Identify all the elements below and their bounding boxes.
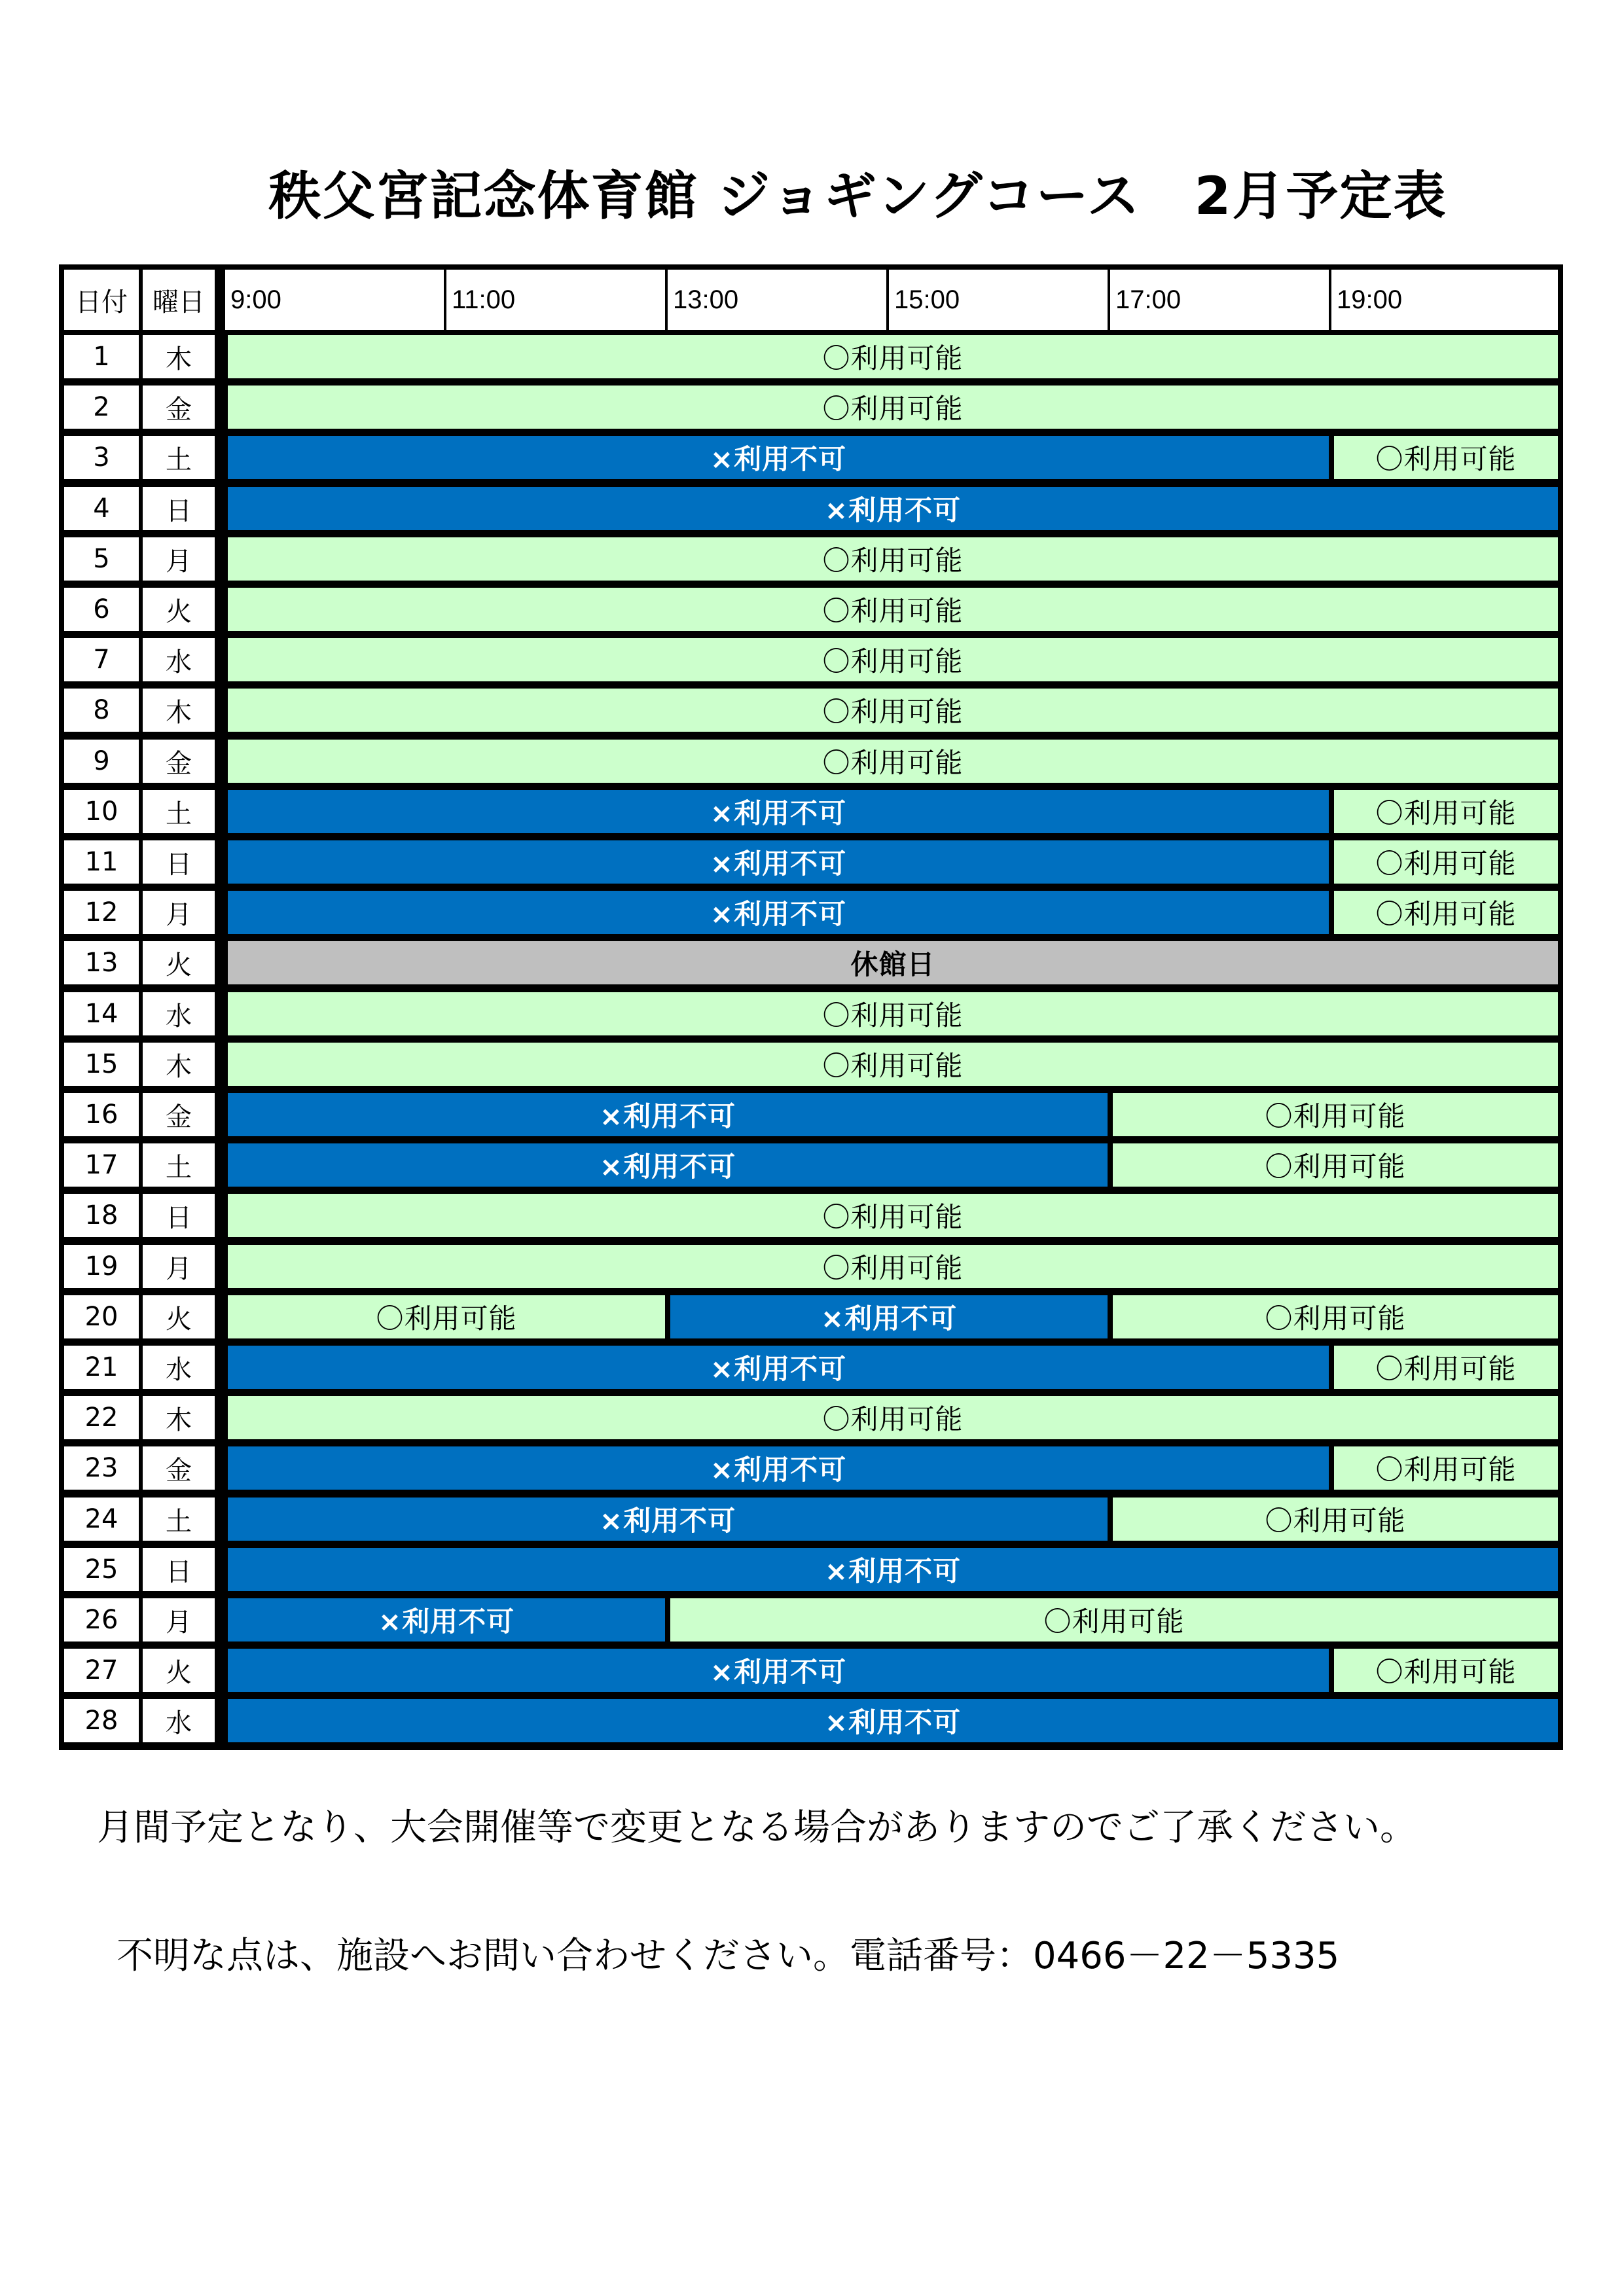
header-date: 日付 [64,270,139,330]
slot-unavailable: ×利用不可 [228,1548,1558,1591]
weekday-cell: 火 [143,1295,215,1338]
weekday-cell: 木 [143,335,215,378]
slot-available: 〇利用可能 [228,1295,665,1338]
slot-available: 〇利用可能 [1334,891,1558,934]
weekday-cell: 日 [143,1194,215,1237]
slot-unavailable: ×利用不可 [228,1446,1329,1490]
slot-unavailable: ×利用不可 [228,1598,665,1641]
slot-available: 〇利用可能 [1334,436,1558,479]
date-cell: 14 [64,992,139,1035]
header-time-1500: 15:00 [889,270,1108,330]
slot-available: 〇利用可能 [1334,840,1558,884]
slot-unavailable: ×利用不可 [228,1346,1329,1389]
weekday-cell: 木 [143,1396,215,1439]
slot-unavailable: ×利用不可 [228,790,1329,833]
slot-available: 〇利用可能 [1113,1143,1558,1187]
weekday-cell: 火 [143,941,215,984]
date-cell: 13 [64,941,139,984]
header-time-1300: 13:00 [668,270,886,330]
slot-unavailable: ×利用不可 [228,891,1329,934]
date-cell: 2 [64,386,139,429]
slot-unavailable: ×利用不可 [228,1498,1108,1541]
slot-available: 〇利用可能 [228,335,1558,378]
weekday-cell: 火 [143,1649,215,1692]
slot-available: 〇利用可能 [1334,1446,1558,1490]
weekday-cell: 金 [143,1446,215,1490]
date-cell: 20 [64,1295,139,1338]
date-cell: 9 [64,740,139,783]
date-cell: 28 [64,1699,139,1742]
weekday-cell: 金 [143,386,215,429]
slot-available: 〇利用可能 [670,1598,1558,1641]
date-cell: 21 [64,1346,139,1389]
weekday-cell: 金 [143,740,215,783]
slot-available: 〇利用可能 [228,588,1558,631]
date-cell: 6 [64,588,139,631]
weekday-cell: 木 [143,1043,215,1086]
slot-unavailable: ×利用不可 [228,840,1329,884]
weekday-cell: 日 [143,840,215,884]
page-title: 秩父宮記念体育館 ジョギングコース 2月予定表 [268,166,1447,226]
slot-available: 〇利用可能 [1113,1498,1558,1541]
date-cell: 25 [64,1548,139,1591]
slot-available: 〇利用可能 [228,1245,1558,1288]
weekday-cell: 水 [143,638,215,681]
weekday-cell: 日 [143,1548,215,1591]
slot-unavailable: ×利用不可 [228,436,1329,479]
weekday-cell: 木 [143,689,215,732]
weekday-cell: 月 [143,891,215,934]
weekday-cell: 土 [143,790,215,833]
weekday-cell: 月 [143,1598,215,1641]
slot-available: 〇利用可能 [1334,1346,1558,1389]
weekday-cell: 月 [143,1245,215,1288]
slot-available: 〇利用可能 [228,1396,1558,1439]
date-cell: 7 [64,638,139,681]
slot-available: 〇利用可能 [1113,1093,1558,1136]
slot-available: 〇利用可能 [228,638,1558,681]
date-cell: 10 [64,790,139,833]
date-cell: 11 [64,840,139,884]
header-time-1900: 19:00 [1331,270,1558,330]
slot-available: 〇利用可能 [228,740,1558,783]
slot-unavailable: ×利用不可 [228,487,1558,530]
weekday-cell: 水 [143,1346,215,1389]
slot-available: 〇利用可能 [228,992,1558,1035]
header-weekday: 曜日 [143,270,215,330]
date-cell: 18 [64,1194,139,1237]
slot-unavailable: ×利用不可 [670,1295,1108,1338]
date-cell: 12 [64,891,139,934]
slot-unavailable: ×利用不可 [228,1143,1108,1187]
date-cell: 3 [64,436,139,479]
date-cell: 26 [64,1598,139,1641]
header-time-1700: 17:00 [1110,270,1329,330]
date-cell: 15 [64,1043,139,1086]
date-cell: 4 [64,487,139,530]
date-cell: 1 [64,335,139,378]
weekday-cell: 水 [143,1699,215,1742]
header-time-900: 9:00 [225,270,444,330]
slot-available: 〇利用可能 [228,537,1558,581]
weekday-cell: 水 [143,992,215,1035]
weekday-cell: 金 [143,1093,215,1136]
date-cell: 22 [64,1396,139,1439]
slot-available: 〇利用可能 [1334,1649,1558,1692]
slot-available: 〇利用可能 [228,1043,1558,1086]
weekday-cell: 火 [143,588,215,631]
weekday-cell: 日 [143,487,215,530]
note-contact: 不明な点は、施設へお問い合わせください。電話番号：0466－22－5335 [117,1935,1340,1977]
date-cell: 24 [64,1498,139,1541]
date-cell: 8 [64,689,139,732]
date-cell: 17 [64,1143,139,1187]
date-cell: 16 [64,1093,139,1136]
slot-unavailable: ×利用不可 [228,1699,1558,1742]
weekday-cell: 土 [143,1143,215,1187]
slot-available: 〇利用可能 [1334,790,1558,833]
slot-available: 〇利用可能 [1113,1295,1558,1338]
slot-unavailable: ×利用不可 [228,1093,1108,1136]
date-cell: 5 [64,537,139,581]
schedule-table [59,264,1563,1750]
slot-available: 〇利用可能 [228,1194,1558,1237]
weekday-cell: 土 [143,436,215,479]
slot-available: 〇利用可能 [228,689,1558,732]
date-cell: 23 [64,1446,139,1490]
note-schedule-change: 月間予定となり、大会開催等で変更となる場合がありますのでご了承ください。 [97,1806,1416,1849]
slot-unavailable: ×利用不可 [228,1649,1329,1692]
date-cell: 19 [64,1245,139,1288]
header-time-1100: 11:00 [446,270,665,330]
weekday-cell: 月 [143,537,215,581]
date-cell: 27 [64,1649,139,1692]
slot-closed: 休館日 [228,941,1558,984]
slot-available: 〇利用可能 [228,386,1558,429]
weekday-cell: 土 [143,1498,215,1541]
